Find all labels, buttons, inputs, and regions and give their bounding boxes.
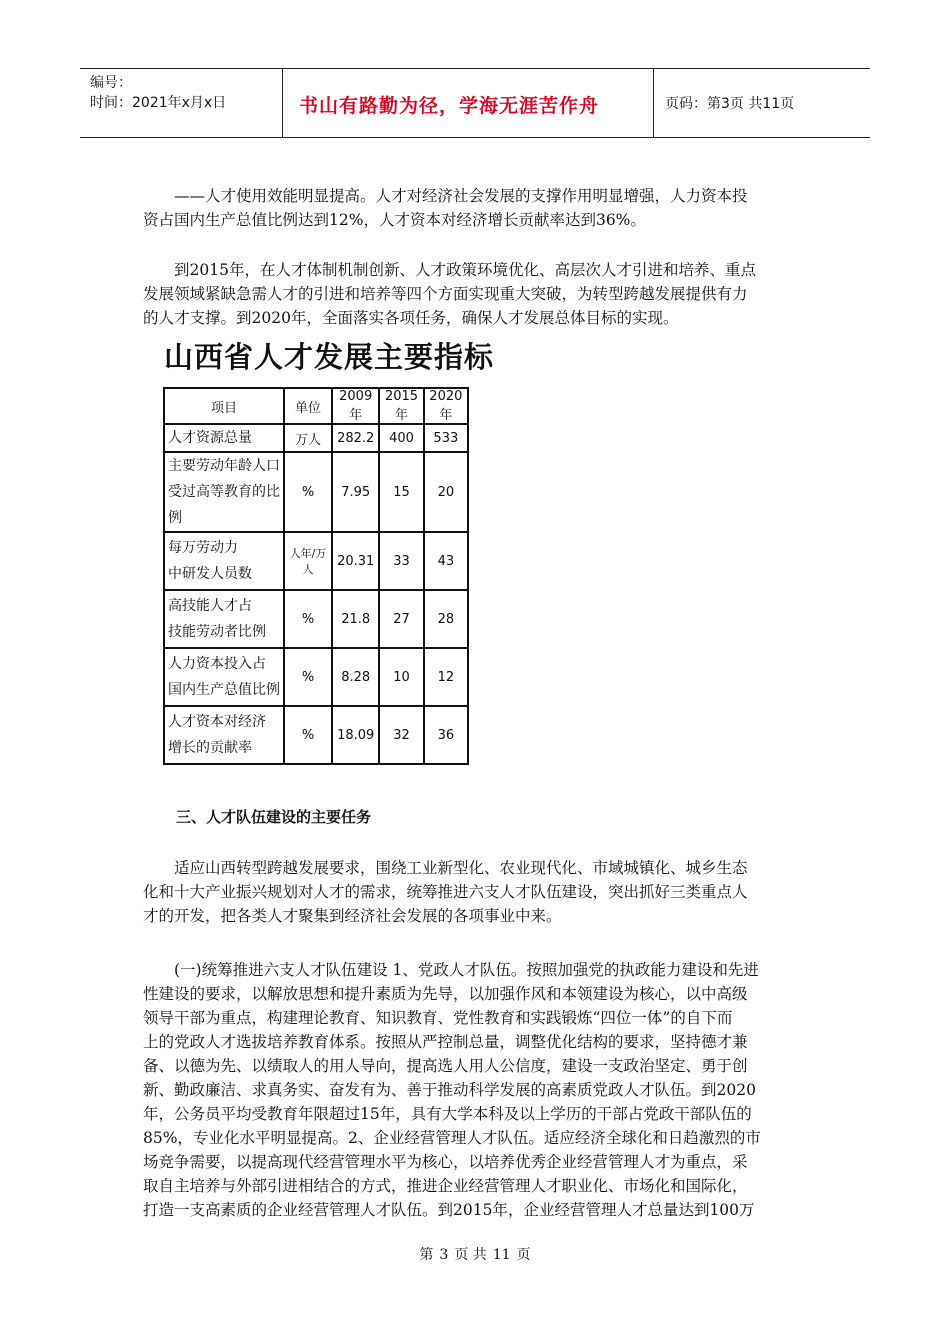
item-line: 增长的贡献率	[168, 740, 252, 756]
text-line: 化和十大产业振兴规划对人才的需求，统筹推进六支人才队伍建设，突出抓好三类重点人	[143, 883, 748, 901]
cell-2009: 21.8	[332, 590, 379, 648]
header-meta-cell	[80, 69, 283, 137]
cell-2009: 7.95	[332, 452, 379, 532]
footer-total-pages: 11	[492, 1247, 511, 1263]
text-line: 适应山西转型跨越发展要求，围绕工业新型化、农业现代化、市域城镇化、城乡生态	[174, 859, 748, 877]
page-header	[80, 68, 870, 138]
text-line: 发展领域紧缺急需人才的引进和培养等四个方面实现重大突破，为转型跨越发展提供有力	[143, 285, 748, 303]
text-line: 上的党政人才选拔培养教育体系。按照从严控制总量，调整优化结构的要求，坚持德才兼	[143, 1033, 748, 1051]
cell-2020: 12	[424, 648, 468, 706]
indicators-figure	[160, 333, 495, 756]
text-line: 的人才支撑。到2020年，全面落实各项任务，确保人才发展总体目标的实现。	[143, 309, 679, 327]
item-line: 人才资本对经济	[168, 714, 266, 730]
cell-2015: 400	[379, 424, 423, 452]
text-line: 取自主培养与外部引进相结合的方式，推进企业经营管理人才职业化、市场化和国际化，	[143, 1177, 748, 1195]
cell-item	[164, 452, 284, 532]
text-line: 性建设的要求，以解放思想和提升素质为先导，以加强作风和本领建设为核心，以中高级	[143, 985, 748, 1003]
cell-unit: %	[284, 590, 332, 648]
item-line: 主要劳动年龄人口	[168, 458, 280, 474]
cell-2015: 15	[379, 452, 423, 532]
text-line: 年，公务员平均受教育年限超过15年，具有大学本科及以上学历的干部占党政干部队伍的	[143, 1105, 752, 1123]
table-row	[164, 648, 468, 706]
cell-2020: 43	[424, 532, 468, 590]
paragraph-talent-efficiency	[143, 184, 807, 232]
table-row	[164, 452, 468, 532]
text-line: 新、勤政廉洁、求真务实、奋发有为、善于推动科学发展的高素质党政人才队伍。到2020	[143, 1081, 756, 1099]
cell-2009: 20.31	[332, 532, 379, 590]
header-2020: 2020年	[424, 388, 468, 424]
item-line: 高技能人才占	[168, 598, 252, 614]
cell-item	[164, 424, 284, 452]
header-2009: 2009年	[332, 388, 379, 424]
header-2015: 2015年	[379, 388, 423, 424]
cell-2015: 27	[379, 590, 423, 648]
footer-prefix: 第	[419, 1247, 434, 1263]
cell-2020: 28	[424, 590, 468, 648]
cell-2015: 10	[379, 648, 423, 706]
header-unit: 单位	[284, 388, 332, 424]
table-row	[164, 590, 468, 648]
cell-2020: 533	[424, 424, 468, 452]
paragraph-2015-goals	[143, 258, 807, 330]
cell-item	[164, 532, 284, 590]
cell-2009: 18.09	[332, 706, 379, 764]
text-line: 备、以德为先、以绩取人的用人导向，提高选人用人公信度，建设一支政治坚定、勇于创	[143, 1057, 748, 1075]
cell-unit: 万人	[284, 424, 332, 452]
header-motto-cell	[283, 69, 654, 137]
indicators-table	[163, 387, 469, 765]
page-info: 页码：第3页 共11页	[665, 96, 795, 112]
cell-2015: 32	[379, 706, 423, 764]
text-line: (一)统筹推进六支人才队伍建设 1、党政人才队伍。按照加强党的执政能力建设和先进	[174, 961, 759, 979]
item-line: 中研发人员数	[168, 566, 252, 582]
paragraph-task-overview	[143, 856, 807, 928]
item-line: 技能劳动者比例	[168, 624, 266, 640]
cell-unit: 人年/万人	[284, 532, 332, 590]
section-heading: 三、人才队伍建设的主要任务	[176, 808, 372, 826]
motto-text: 书山有路勤为径，学海无涯苦作舟	[299, 95, 600, 117]
item-line: 受过高等教育的比例	[168, 484, 280, 526]
item-line: 人力资本投入占	[168, 656, 266, 672]
text-line: 到2015年，在人才体制机制创新、人才政策环境优化、高层次人才引进和培养、重点	[174, 261, 756, 279]
date-label: 时间：2021年x月x日	[90, 95, 227, 111]
cell-unit: %	[284, 452, 332, 532]
figure-title: 山西省人才发展主要指标	[164, 340, 495, 374]
footer-page-number: 3	[439, 1247, 449, 1263]
table-header-row	[164, 388, 468, 424]
table-row	[164, 424, 468, 452]
text-line: 85%，专业化水平明显提高。2、企业经营管理人才队伍。适应经济全球化和日趋激烈的市	[143, 1129, 761, 1147]
cell-unit: %	[284, 648, 332, 706]
cell-2020: 36	[424, 706, 468, 764]
text-line: 打造一支高素质的企业经营管理人才队伍。到2015年，企业经营管理人才总量达到100万	[143, 1201, 755, 1219]
text-line: 领导干部为重点，构建理论教育、知识教育、党性教育和实践锻炼“四位一体”的自下而	[143, 1009, 733, 1027]
text-line: 场竞争需要，以提高现代经营管理水平为核心，以培养优秀企业经营管理人才为重点，采	[143, 1153, 748, 1171]
footer-suffix: 页	[516, 1247, 531, 1263]
header-item: 项目	[164, 388, 284, 424]
cell-item	[164, 706, 284, 764]
item-line: 每万劳动力	[168, 540, 238, 556]
text-line: 资占国内生产总值比例达到12%，人才资本对经济增长贡献率达到36%。	[143, 211, 646, 229]
number-label: 编号：	[90, 75, 132, 91]
footer-middle: 页 共	[454, 1247, 487, 1263]
item-line: 国内生产总值比例	[168, 682, 280, 698]
cell-2009: 8.28	[332, 648, 379, 706]
paragraph-six-teams	[143, 958, 807, 1222]
table-row	[164, 706, 468, 764]
cell-2020: 20	[424, 452, 468, 532]
cell-2009: 282.2	[332, 424, 379, 452]
cell-item	[164, 648, 284, 706]
cell-2015: 33	[379, 532, 423, 590]
cell-item	[164, 590, 284, 648]
cell-unit: %	[284, 706, 332, 764]
text-line: ——人才使用效能明显提高。人才对经济社会发展的支撑作用明显增强，人力资本投	[174, 187, 748, 205]
page-footer	[0, 1244, 950, 1264]
table-row	[164, 532, 468, 590]
item-line: 人才资源总量	[168, 430, 252, 446]
text-line: 才的开发，把各类人才聚集到经济社会发展的各项事业中来。	[143, 907, 562, 925]
